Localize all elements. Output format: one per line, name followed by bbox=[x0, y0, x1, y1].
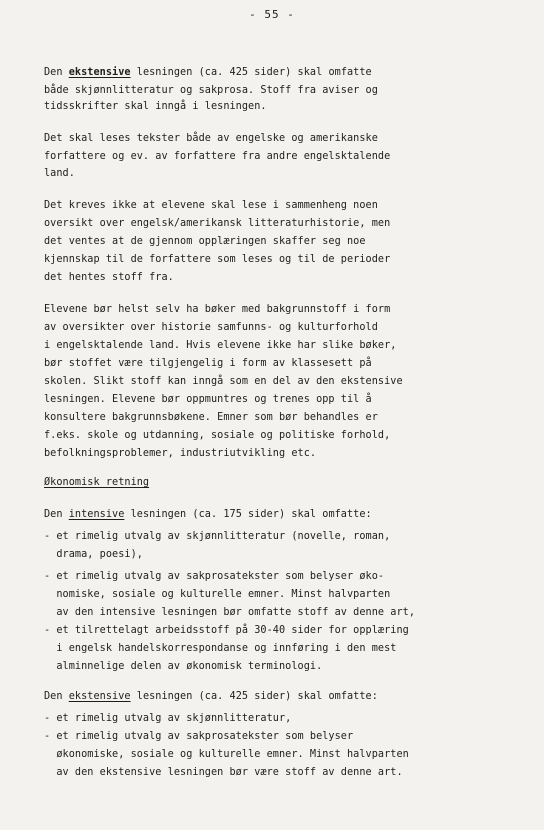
extensive-line-1: - et rimelig utvalg av skjønnlitteratur, bbox=[44, 713, 292, 724]
section-heading: Økonomisk retning bbox=[44, 477, 150, 488]
p3-line-1: Det kreves ikke at elevene skal lese i sammenheng noen bbox=[44, 200, 378, 211]
intensive-line-6: - et tilrettelagt arbeidsstoff på 30-40 sider for opplæring bbox=[44, 625, 409, 636]
intensive-term: intensive bbox=[68, 509, 125, 520]
p3-line-5: det hentes stoff fra. bbox=[44, 272, 174, 283]
p4-line-6: lesningen. Elevene bør oppmuntres og trenes opp til å bbox=[44, 394, 372, 405]
extensive-intro: Den ekstensive lesningen (ca. 425 sider) skal omfatte: bbox=[44, 691, 378, 702]
p2-line-3: land. bbox=[44, 168, 75, 179]
p1-line-1: Den ekstensive lesningen (ca. 425 sider) skal omfatte bbox=[44, 67, 372, 78]
ekstensive-term: ekstensive bbox=[68, 67, 131, 78]
p4-line-4: bør stoffet være tilgjengelig i form av klassesett på bbox=[44, 358, 372, 369]
intensive-line-2: drama, poesi), bbox=[44, 549, 143, 560]
p4-line-8: f.eks. skole og utdanning, sosiale og politiske forhold, bbox=[44, 430, 391, 441]
extensive-line-3: økonomiske, sosiale og kulturelle emner. Minst halvparten bbox=[44, 749, 409, 760]
intensive-line-1: - et rimelig utvalg av skjønnlitteratur (novelle, roman, bbox=[44, 531, 391, 542]
intensive-line-8: alminnelige delen av økonomisk terminologi. bbox=[44, 661, 323, 672]
intensive-line-3: - et rimelig utvalg av sakprosatekster som belyser øko- bbox=[44, 571, 385, 582]
p4-line-9: befolkningsproblemer, industriutvikling etc. bbox=[44, 448, 317, 459]
p4-line-7: konsultere bakgrunnsbøkene. Emner som bør behandles er bbox=[44, 412, 378, 423]
intensive-line-5: av den intensive lesningen bør omfatte stoff av denne art, bbox=[44, 607, 416, 618]
p3-line-4: kjennskap til de forfattere som leses og til de perioder bbox=[44, 254, 391, 265]
intensive-intro: Den intensive lesningen (ca. 175 sider) skal omfatte: bbox=[44, 509, 372, 520]
p4-line-3: i engelsktalende land. Hvis elevene ikke har slike bøker, bbox=[44, 340, 397, 351]
p4-line-1: Elevene bør helst selv ha bøker med bakgrunnstoff i form bbox=[44, 304, 391, 315]
intensive-line-7: i engelsk handelskorrespondanse og innføring i den mest bbox=[44, 643, 397, 654]
extensive-line-4: av den ekstensive lesningen bør være stoff av denne art. bbox=[44, 767, 403, 778]
intensive-line-4: nomiske, sosiale og kulturelle emner. Minst halvparten bbox=[44, 589, 391, 600]
p3-line-3: det ventes at de gjennom opplæringen skaffer seg noe bbox=[44, 236, 366, 247]
p3-line-2: oversikt over engelsk/amerikansk litteraturhistorie, men bbox=[44, 218, 391, 229]
p2-line-1: Det skal leses tekster både av engelske og amerikanske bbox=[44, 133, 378, 144]
p1-line-2: både skjønnlitteratur og sakprosa. Stoff fra aviser og bbox=[44, 85, 378, 96]
p4-line-5: skolen. Slikt stoff kan inngå som en del av den ekstensive bbox=[44, 376, 403, 387]
p4-line-2: av oversikter over historie samfunns- og kulturforhold bbox=[44, 322, 378, 333]
p2-line-2: forfattere og ev. av forfattere fra andre engelsktalende bbox=[44, 151, 391, 162]
extensive-line-2: - et rimelig utvalg av sakprosatekster som belyser bbox=[44, 731, 354, 742]
p1-line-3: tidsskrifter skal inngå i lesningen. bbox=[44, 101, 267, 112]
extensive-term: ekstensive bbox=[68, 691, 131, 702]
page-number: - 55 - bbox=[249, 8, 295, 21]
